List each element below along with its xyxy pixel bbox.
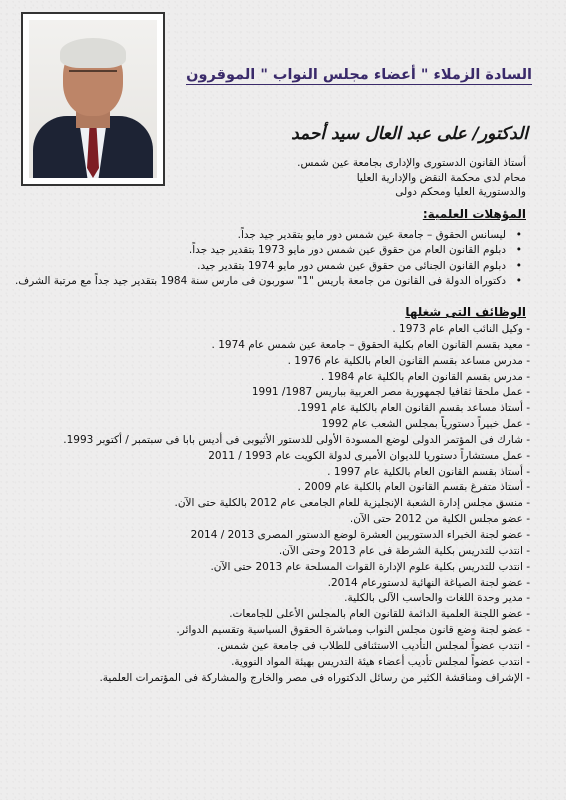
qualification-item: • دكتوراه الدولة فى القانون من جامعة باريس "1" سوربون فى مارس سنة 1984 بتقدير جيد جداً مع مرتبة الشرف. xyxy=(15,274,526,289)
portrait-photo-frame xyxy=(21,12,165,186)
position-item: - أستاذ متفرغ بقسم القانون العام بالكلية عام 2009 . xyxy=(297,481,530,494)
portrait-glasses xyxy=(69,70,117,82)
position-item: - أستاذ مساعد بقسم القانون العام بالكلية عام 1991. xyxy=(297,402,530,415)
position-item: - عضو لجنة الصياغة النهائية لدستورعام 2014. xyxy=(327,576,530,589)
position-item: - عمل مستشاراً دستوريا للديوان الأميرى لدولة الكويت عام 1993 / 2011 xyxy=(208,449,530,462)
position-item: - منسق مجلس إدارة الشعبة الإنجليزية للعام الجامعى عام 2012 بالكلية حتى الآن. xyxy=(174,497,530,510)
qualification-item: • دبلوم القانون العام من حقوق عين شمس دور مايو 1973 بتقدير جيد جداً. xyxy=(15,243,526,258)
position-item: - انتدب عضواً لمجلس التأديب الاستئنافى للطلاب فى جامعة عين شمس. xyxy=(216,639,530,652)
qualifications-list xyxy=(15,228,526,290)
position-item: - عضو اللجنة العلمية الدائمة للقانون العام بالمجلس الأعلى للجامعات. xyxy=(229,608,530,621)
position-item: - عضو لجنة الخبراء الدستوريين العشرة لوضع الدستور المصرى 2013 / 2014 xyxy=(190,528,530,541)
positions-list xyxy=(63,322,530,686)
position-item: - عمل ملحقا ثقافيا لجمهورية مصر العربية بباريس 1987/ 1991 xyxy=(251,386,530,399)
qualification-item: • دبلوم القانون الجنائى من حقوق عين شمس دور مايو 1974 بتقدير جيد. xyxy=(15,259,526,274)
positions-heading: الوظائف التى شغلها xyxy=(405,305,526,319)
person-name: الدكتور/ على عبد العال سيد أحمد xyxy=(291,124,528,144)
position-item: - وكيل النائب العام عام 1973 . xyxy=(392,323,530,335)
qualifications-heading: المؤهلات العلمية: xyxy=(422,207,526,221)
position-item: - شارك فى المؤتمر الدولى لوضع المسودة الأولى للدستور الأثيوبى فى أديس بابا فى سبتمبر / أكتوبر 1993. xyxy=(63,433,530,446)
qualification-item: • ليسانس الحقوق – جامعة عين شمس دور مايو بتقدير جيد جداً. xyxy=(15,228,526,243)
page-title: السادة الزملاء " أعضاء مجلس النواب " الموقرون xyxy=(186,67,532,83)
position-item: - معيد بقسم القانون العام بكلية الحقوق – جامعة عين شمس عام 1974 . xyxy=(211,338,530,351)
intro-line: والدستورية العليا ومحكم دولى xyxy=(395,186,526,198)
position-item: - مدرس مساعد بقسم القانون العام بالكلية عام 1976 . xyxy=(287,354,530,367)
portrait-photo xyxy=(29,20,157,178)
intro-line: محام لدى محكمة النقض والإدارية العليا xyxy=(356,171,526,184)
position-item: - الإشراف ومناقشة الكثير من رسائل الدكتوراه فى مصر والخارج والمشاركة فى المؤتمرات العلمية. xyxy=(99,671,530,684)
position-item: - انتدب للتدريس بكلية الشرطة فى عام 2013 وحتى الآن. xyxy=(278,544,530,557)
position-item: - انتدب عضواً لمجلس تأديب أعضاء هيئة التدريس بهيئة المواد النووية. xyxy=(231,655,530,668)
position-item: - انتدب للتدريس بكلية علوم الإدارة القوات المسلحة عام 2013 حتى الآن. xyxy=(210,560,530,573)
position-item: - عمل خبيراً دستورياً بمجلس الشعب عام 1992 xyxy=(321,418,530,431)
intro-line: أستاذ القانون الدستورى والإدارى بجامعة عين شمس. xyxy=(297,157,526,169)
position-item: - عضو لجنة وضع قانون مجلس النواب ومباشرة الحقوق السياسية وتقسيم الدوائر. xyxy=(176,624,530,637)
portrait-hair xyxy=(60,38,126,68)
position-item: - عضو مجلس الكلية من 2012 حتى الآن. xyxy=(349,513,530,526)
position-item: - مدرس بقسم القانون العام بالكلية عام 1984 . xyxy=(320,370,530,383)
position-item: - مدير وحدة اللغات والحاسب الآلى بالكلية. xyxy=(344,592,530,605)
position-item: - أستاذ بقسم القانون العام بالكلية عام 1997 . xyxy=(327,465,530,478)
intro-block xyxy=(297,156,526,200)
